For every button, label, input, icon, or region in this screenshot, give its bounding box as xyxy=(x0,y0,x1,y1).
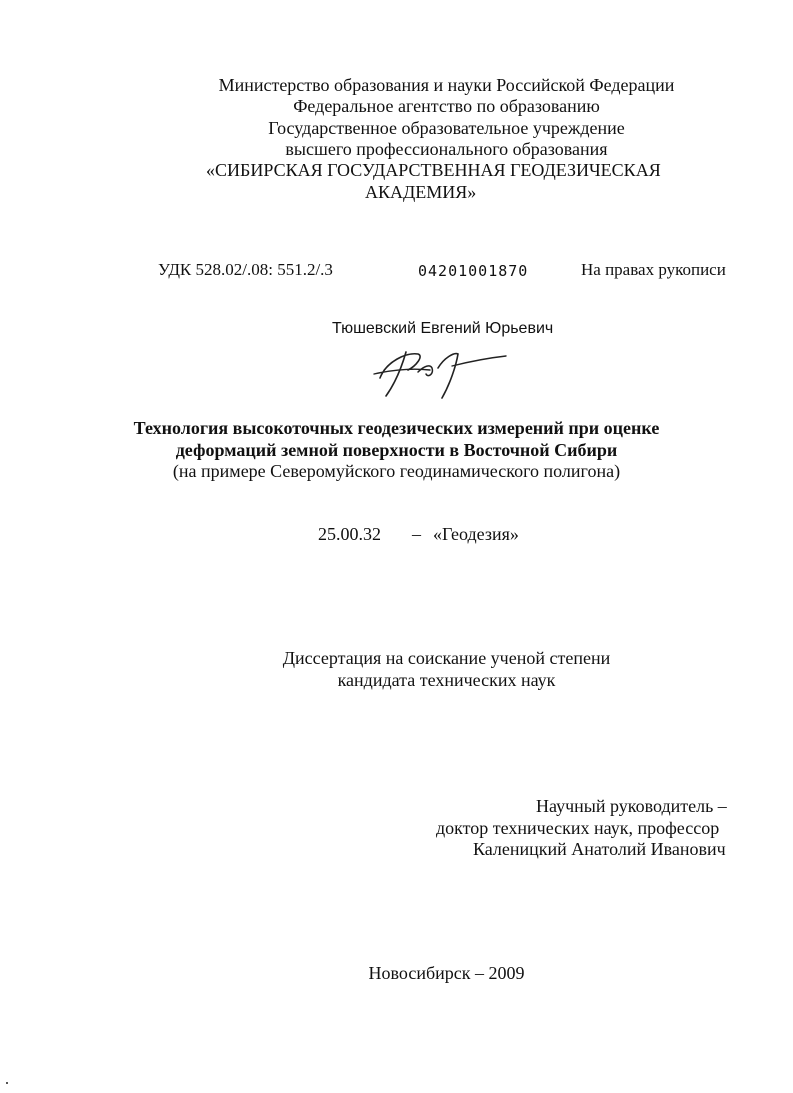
signature-image xyxy=(372,344,508,400)
header-ministry: Министерство образования и науки Российской Федерации xyxy=(218,75,675,95)
header-agency: Федеральное агентство по образованию xyxy=(293,96,600,116)
place-and-year: Новосибирск – 2009 xyxy=(368,963,525,983)
thesis-title-line1: Технология высокоточных геодезических измерений при оценке xyxy=(133,418,660,438)
dissertation-degree-line2: кандидата технических наук xyxy=(337,670,556,690)
header-institution-type: Государственное образовательное учреждение xyxy=(268,118,625,138)
scan-speck xyxy=(6,1082,8,1084)
thesis-title-line2: деформаций земной поверхности в Восточной Сибири xyxy=(175,440,618,460)
registry-number: 04201001870 xyxy=(418,262,529,280)
author-name: Тюшевский Евгений Юрьевич xyxy=(332,320,554,337)
manuscript-rights: На правах рукописи xyxy=(581,260,726,279)
udk-code: УДК 528.02/.08: 551.2/.3 xyxy=(158,260,333,279)
dissertation-degree-line1: Диссертация на соискание ученой степени xyxy=(282,648,611,668)
supervisor-name: Каленицкий Анатолий Иванович xyxy=(473,839,726,859)
header-academy-name-cont: АКАДЕМИЯ» xyxy=(365,182,477,202)
specialty-dash: – xyxy=(412,524,421,544)
header-education-level: высшего профессионального образования xyxy=(285,139,608,159)
specialty-code: 25.00.32 xyxy=(318,524,381,544)
specialty-name: «Геодезия» xyxy=(433,524,519,544)
thesis-subtitle: (на примере Северомуйского геодинамического полигона) xyxy=(172,461,621,481)
supervisor-degree: доктор технических наук, профессор xyxy=(436,818,720,838)
supervisor-label: Научный руководитель – xyxy=(536,796,727,816)
header-academy-name: «СИБИРСКАЯ ГОСУДАРСТВЕННАЯ ГЕОДЕЗИЧЕСКАЯ xyxy=(206,160,661,180)
